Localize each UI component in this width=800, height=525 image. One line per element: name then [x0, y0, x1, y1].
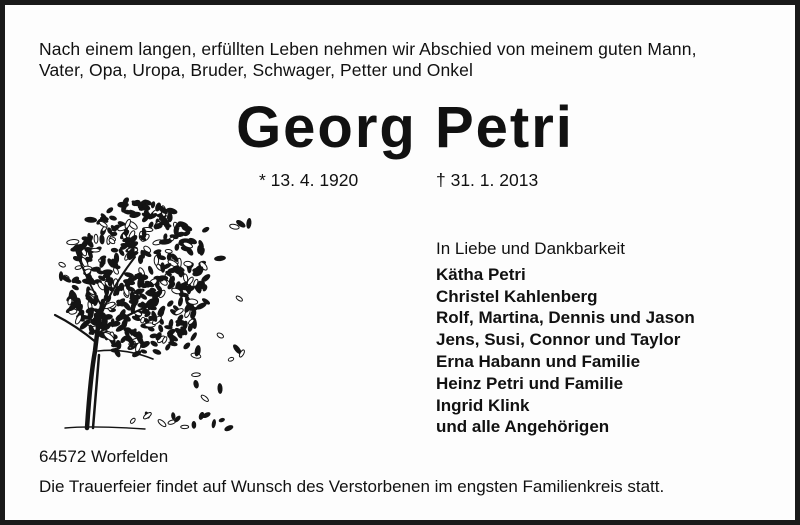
family-member-4: Jens, Susi, Connor und Taylor [436, 330, 681, 350]
deceased-name: Georg Petri [236, 95, 574, 160]
birth-date: * 13. 4. 1920 [259, 170, 359, 190]
intro-line-2: Vater, Opa, Uropa, Bruder, Schwager, Petter und Onkel [39, 60, 473, 80]
tree-illustration-icon [35, 183, 265, 438]
death-date: † 31. 1. 2013 [436, 170, 539, 190]
family-member-1: Kätha Petri [436, 264, 526, 284]
intro-line-1: Nach einem langen, erfüllten Leben nehmen wir Abschied von meinem guten Mann, [39, 39, 697, 59]
family-member-3: Rolf, Martina, Dennis und Jason [436, 308, 695, 328]
family-lead-text: In Liebe und Dankbarkeit [436, 239, 626, 258]
family-member-7: Ingrid Klink [436, 395, 530, 415]
family-member-5: Erna Habann und Familie [436, 351, 641, 371]
family-member-6: Heinz Petri und Familie [436, 373, 624, 393]
family-member-2: Christel Kahlenberg [436, 286, 598, 306]
family-list [436, 238, 695, 438]
location-text: 64572 Worfelden [39, 447, 169, 466]
funeral-note: Die Trauerfeier findet auf Wunsch des Verstorbenen im engsten Familienkreis statt. [39, 477, 665, 496]
family-member-8: und alle Angehörigen [436, 417, 610, 437]
intro-text [39, 39, 697, 81]
